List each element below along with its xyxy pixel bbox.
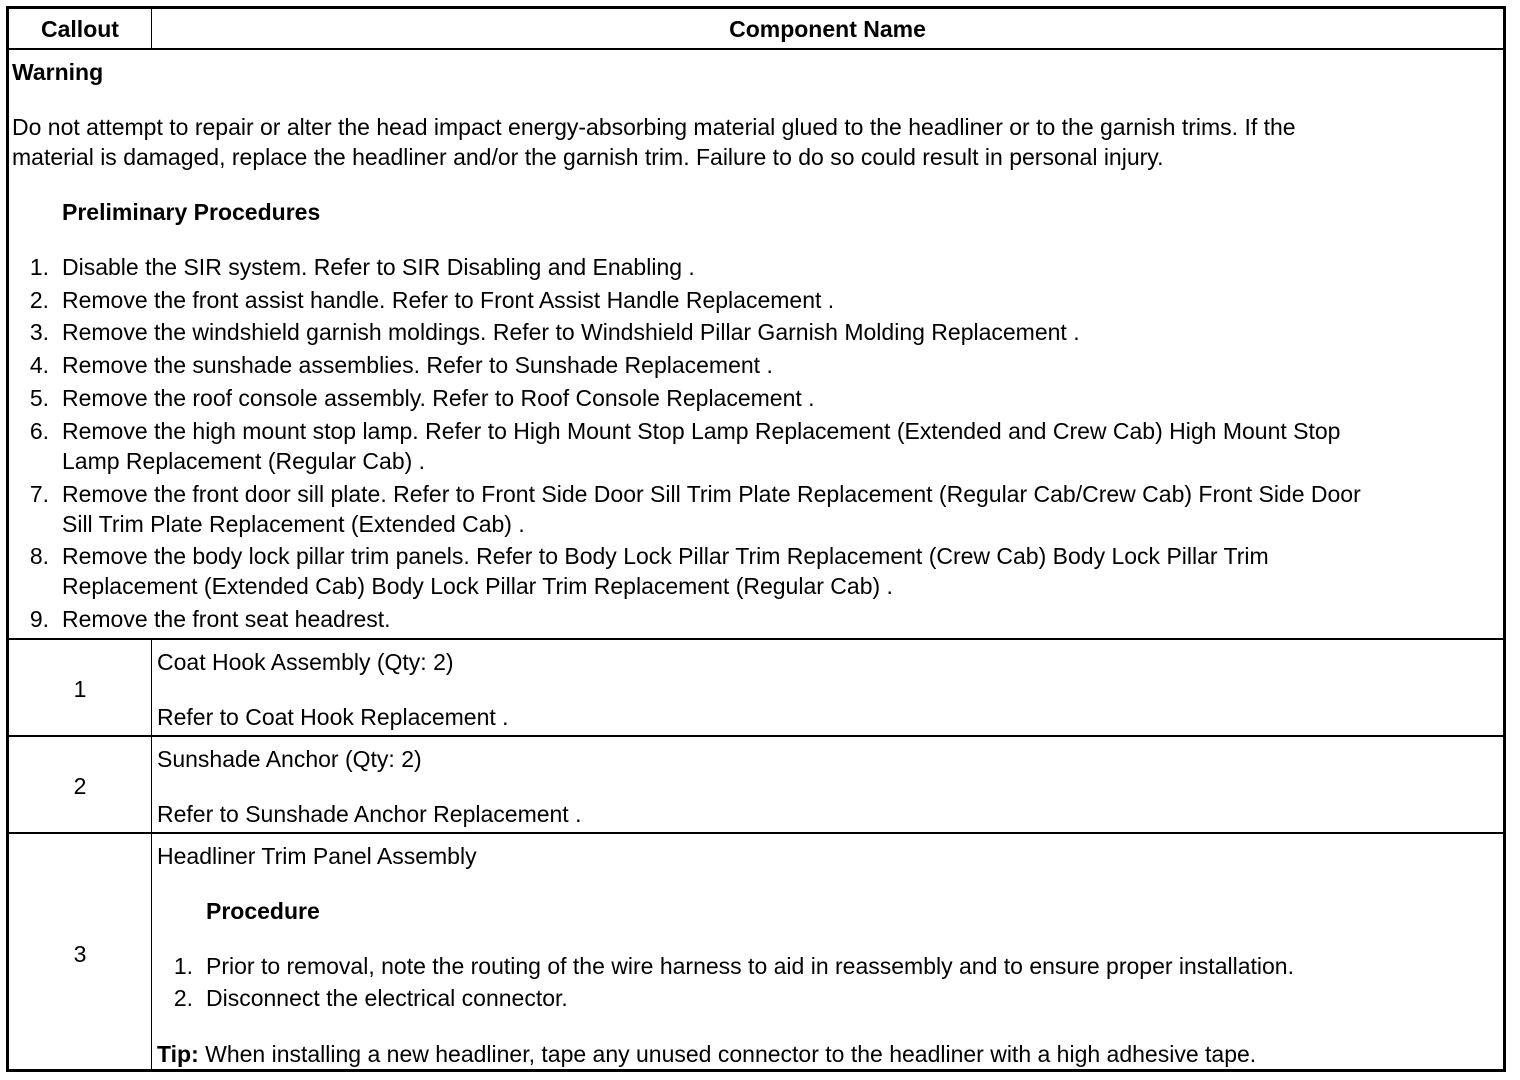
- component-reference: Refer to Sunshade Anchor Replacement .: [157, 801, 582, 827]
- warning-text-line1: Do not attempt to repair or alter the head impact energy-absorbing material glued to the headliner or to the garnish trims. If the: [12, 114, 1296, 140]
- component-name: Headliner Trim Panel Assembly: [157, 843, 477, 869]
- procedure-title: Procedure: [206, 898, 320, 924]
- step-number: 7.: [29, 481, 49, 507]
- component-name: Sunshade Anchor (Qty: 2): [157, 746, 422, 772]
- step-number: 1.: [29, 254, 49, 280]
- step-text: Remove the windshield garnish moldings. Refer to Windshield Pillar Garnish Molding Replacement .: [62, 319, 1080, 345]
- component-reference: Refer to Coat Hook Replacement .: [157, 704, 509, 730]
- step-text: Disable the SIR system. Refer to SIR Disabling and Enabling .: [62, 254, 695, 280]
- step-text: Remove the body lock pillar trim panels. Refer to Body Lock Pillar Trim Replacement (Crew Cab) Body Lock Pillar Trim: [62, 543, 1269, 569]
- header-component-name: Component Name: [729, 16, 926, 42]
- step-number: 3.: [29, 319, 49, 345]
- tip-label: Tip:: [157, 1041, 199, 1067]
- header-callout: Callout: [41, 16, 119, 42]
- step-text-continued: Replacement (Extended Cab) Body Lock Pillar Trim Replacement (Regular Cab) .: [62, 573, 893, 599]
- row-divider: [9, 638, 1503, 640]
- preliminary-title: Preliminary Procedures: [62, 199, 321, 225]
- rows-column-divider: [151, 639, 152, 1069]
- step-number: 8.: [29, 543, 49, 569]
- callout-number: 2: [73, 773, 87, 799]
- procedure-step-number: 1.: [173, 953, 193, 979]
- warning-text-line2: material is damaged, replace the headliner and/or the garnish trim. Failure to do so could result in personal injury.: [12, 144, 1164, 170]
- procedure-step-number: 2.: [173, 985, 193, 1011]
- step-text: Remove the roof console assembly. Refer to Roof Console Replacement .: [62, 385, 815, 411]
- step-number: 2.: [29, 287, 49, 313]
- procedure-step-text: Prior to removal, note the routing of the wire harness to aid in reassembly and to ensure proper installation.: [206, 953, 1294, 979]
- step-text-continued: Lamp Replacement (Regular Cab) .: [62, 448, 426, 474]
- callout-number: 3: [73, 941, 87, 967]
- component-table: [6, 6, 1506, 1072]
- step-number: 9.: [29, 606, 49, 632]
- step-text: Remove the high mount stop lamp. Refer to High Mount Stop Lamp Replacement (Extended and Crew Cab) High Mount Stop: [62, 418, 1341, 444]
- tip-text: When installing a new headliner, tape any unused connector to the headliner with a high adhesive tape.: [198, 1041, 1257, 1067]
- row-divider: [9, 735, 1503, 737]
- step-text-continued: Sill Trim Plate Replacement (Extended Cab) .: [62, 511, 525, 537]
- callout-number: 1: [73, 676, 87, 702]
- component-name: Coat Hook Assembly (Qty: 2): [157, 649, 454, 675]
- step-text: Remove the front seat headrest.: [62, 606, 391, 632]
- step-text: Remove the sunshade assemblies. Refer to Sunshade Replacement .: [62, 352, 773, 378]
- warning-title: Warning: [12, 59, 104, 85]
- step-number: 4.: [29, 352, 49, 378]
- step-text: Remove the front assist handle. Refer to Front Assist Handle Replacement .: [62, 287, 835, 313]
- header-divider: [9, 48, 1503, 50]
- row-divider: [9, 832, 1503, 834]
- tip-note: [157, 1039, 1256, 1069]
- step-number: 5.: [29, 385, 49, 411]
- step-number: 6.: [29, 418, 49, 444]
- procedure-step-text: Disconnect the electrical connector.: [206, 985, 568, 1011]
- step-text: Remove the front door sill plate. Refer to Front Side Door Sill Trim Plate Replacement (Regular Cab/Crew Cab) Front Side Door: [62, 481, 1361, 507]
